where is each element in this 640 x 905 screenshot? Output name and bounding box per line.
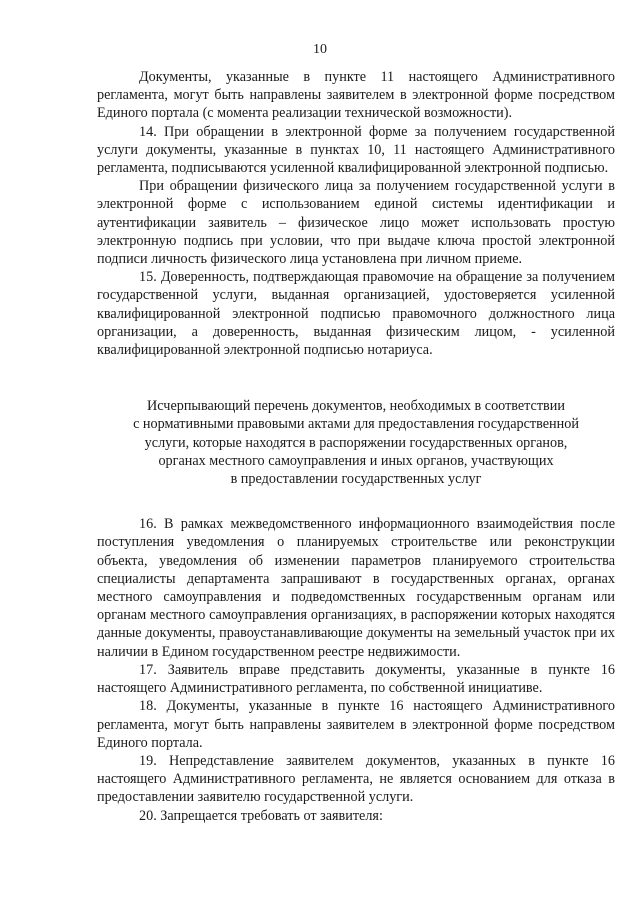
- section-heading-line: Исчерпывающий перечень документов, необходимых в соответствии: [147, 398, 565, 415]
- section-heading-line: органах местного самоуправления и иных органов, участвующих: [158, 452, 554, 469]
- paragraph-item-20: 20. Запрещается требовать от заявителя:: [139, 807, 383, 824]
- paragraph-item-15: 15. Доверенность, подтверждающая правомочие на обращение за получением государственной услуги, выданная организацией, удостоверяется усиленной квалифицированной электронной подписью правомочного должностного лица организации, а доверенность, выданная физическим лицом, - усиленной квалифицированной электронной подписью нотариуса.: [97, 269, 615, 359]
- paragraph-item-17: 17. Заявитель вправе представить документы, указанные в пункте 16 настоящего Административного регламента, по собственной инициативе.: [97, 661, 615, 697]
- page-content: [97, 68, 615, 825]
- paragraph-item-14: 14. При обращении в электронной форме за получением государственной услуги документы, указанные в пунктах 10, 11 настоящего Административного регламента, подписываются усиленной квалифицированной электронной подписью.: [97, 123, 615, 177]
- section-spacer: [97, 359, 615, 397]
- section-heading: [97, 397, 615, 488]
- paragraph-simple-signature: При обращении физического лица за получением государственной услуги в электронной форме с использованием единой системы идентификации и аутентификации заявитель – физическое лицо может использовать простую электронную подпись при условии, что при выдаче ключа простой электронной подписи личность физического лица установлена при личном приеме.: [97, 178, 615, 268]
- section-heading-line: услуги, которые находятся в распоряжении государственных органов,: [144, 434, 568, 451]
- section-heading-line: с нормативными правовыми актами для предоставления государственной: [133, 416, 579, 433]
- section-heading-line: в предоставлении государственных услуг: [230, 471, 482, 488]
- paragraph-item-18: 18. Документы, указанные в пункте 16 настоящего Административного регламента, могут быть направлены заявителем в электронной форме посредством Единого портала.: [97, 698, 615, 751]
- paragraph-documents-item-11: Документы, указанные в пункте 11 настоящего Административного регламента, могут быть направлены заявителем в электронной форме посредством Единого портала (с момента реализации технической возможности).: [97, 69, 615, 122]
- paragraph-item-19: 19. Непредставление заявителем документов, указанных в пункте 16 настоящего Административного регламента, не является основанием для отказа в предоставлении заявителю государственной услуги.: [97, 752, 615, 806]
- paragraph-item-16: 16. В рамках межведомственного информационного взаимодействия после поступления уведомления о планируемых строительстве или реконструкции объекта, уведомления об изменении параметров планируемого строительства специалисты департамента запрашивают в государственных органах, органах местного самоуправления и подведомственных государственным органам или органам местного самоуправления организациях, в распоряжении которых находятся данные документы, правоустанавливающие документы на земельный участок при их наличии в Едином государственном реестре недвижимости.: [97, 516, 615, 660]
- heading-spacer: [97, 488, 615, 515]
- page-number: 10: [313, 42, 327, 57]
